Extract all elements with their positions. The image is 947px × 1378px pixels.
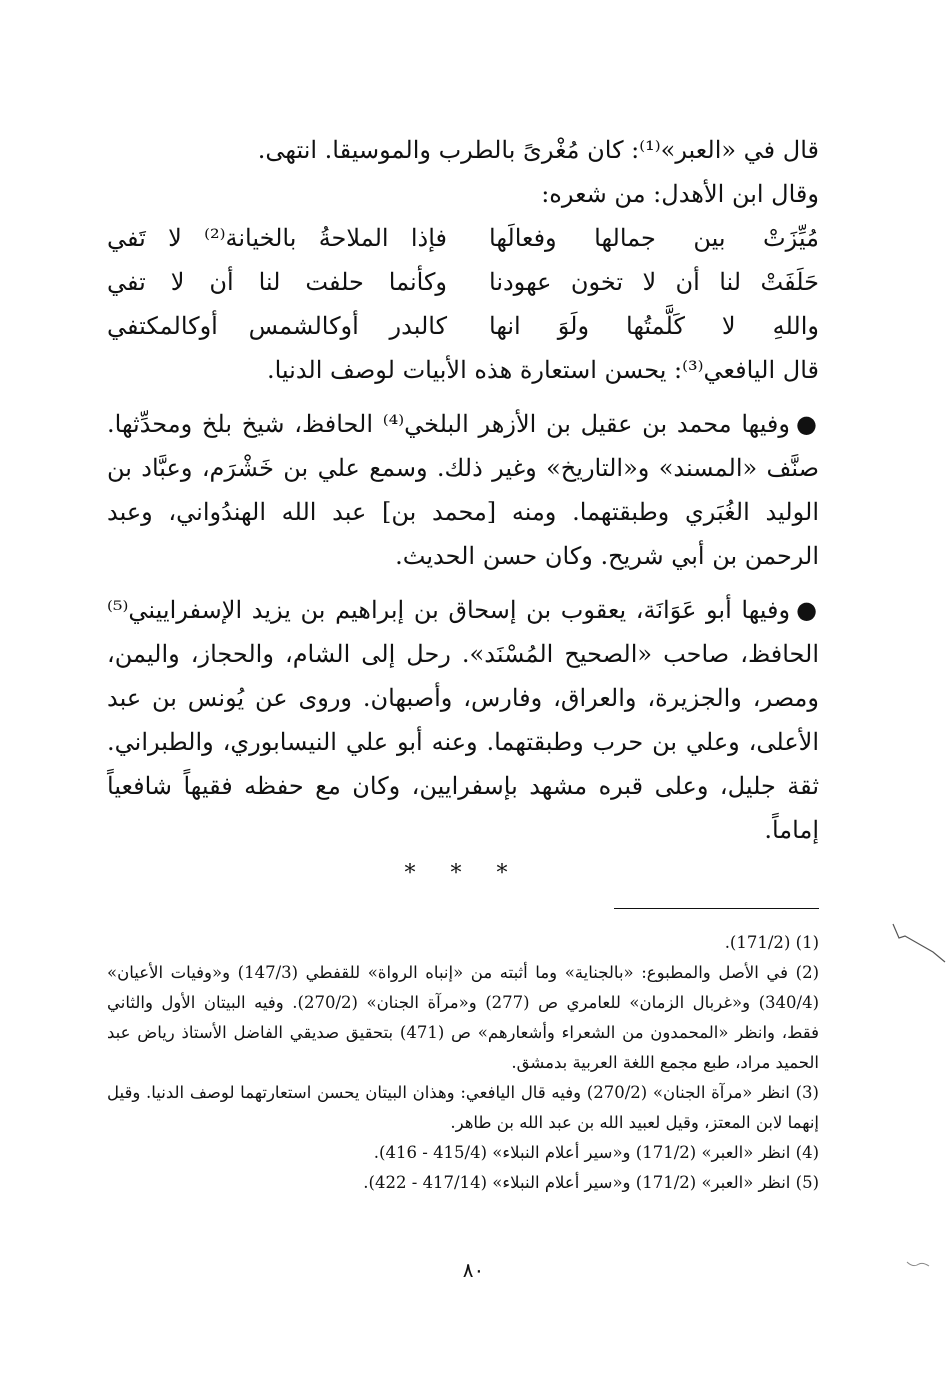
footnote-4 — [107, 1138, 819, 1168]
paragraph-1-text: وفيها محمد بن عقيل بن الأزهر البلخي⁽⁴⁾ الحافظ، شيخ بلخ ومحدِّثها. صنَّف «المسند» و«التاريخ» وغير ذلك. وسمع علي بن خَشْرَم، وعبَّاد بن الوليد الغُبَري وطبقتهما. ومنه [محمد بن] عبد الله الهندُواني، وعبد الرحمن بن أبي شريح. وكان حسن الحديث. — [107, 410, 819, 570]
scan-speck-icon — [905, 1258, 931, 1270]
verse-1-second-hemistich: فإذا الملاحةُ بالخيانة⁽²⁾ لا تَفي — [107, 224, 447, 252]
yafii-line: قال اليافعي⁽³⁾: يحسن استعارة هذه الأبيات لوصف الدنيا. — [266, 356, 819, 384]
footnote-number: (5) — [795, 1173, 819, 1192]
footnote-number: (1) — [795, 933, 819, 952]
verse-1-first-hemistich: مُيِّزَتْ بين جمالها وفعالَها — [489, 224, 819, 252]
bullet-icon: ● — [796, 596, 819, 624]
pen-mark-icon — [889, 918, 947, 968]
footnote-number: (2) — [795, 963, 819, 982]
bullet-icon: ● — [796, 410, 819, 438]
section-divider-stars: * * * — [404, 861, 522, 886]
verse-3 — [107, 304, 819, 348]
verse-2-second-hemistich: وكأنما حلفت لنا أن لا تفي — [107, 268, 447, 296]
footnote-text: في الأصل والمطبوع: «بالجناية» وما أثبته من «إنباه الرواة» للقفطي (147/3) و«وفيات الأعيان» (340/4) و«غربال الزمان» للعامري ص (277) و«مرآة الجنان» (270/2). وفيه البيتان الأول والثاني فقط، وانظر «المحمدون من الشعراء وأشعارهم» ص (471) بتحقيق صديقي الفاضل الأستاذ رياض عبد الحميد مراد، طبع مجمع اللغة العربية بدمشق. — [107, 963, 820, 1072]
footnote-5 — [107, 1168, 819, 1198]
footnote-text: (171/2). — [724, 933, 791, 952]
footnote-3 — [107, 1078, 819, 1138]
footnote-number: (3) — [795, 1083, 819, 1102]
footnotes — [107, 928, 819, 1198]
footnote-text: انظر «العبر» (171/2) و«سير أعلام النبلاء» (415/4 - 416). — [373, 1143, 791, 1162]
footnote-1 — [107, 928, 819, 958]
verse-2 — [107, 260, 819, 304]
footnote-number: (4) — [795, 1143, 819, 1162]
footnote-text: انظر «مرآة الجنان» (270/2) وفيه قال اليافعي: وهذان البيتان يحسن استعارتهما لوصف الدنيا. وقيل إنهما لابن المعتز، وقيل لعبيد الله بن عبد الله بن طاهر. — [107, 1083, 819, 1132]
page-number: ٨٠ — [462, 1258, 485, 1282]
text-line-2: وقال ابن الأهدل: من شعره: — [541, 180, 819, 208]
main-text — [107, 128, 819, 890]
paragraph-2-text: وفيها أبو عَوَانَة، يعقوب بن إسحاق بن إبراهيم بن يزيد الإسفراييني⁽⁵⁾ الحافظ، صاحب «الصحيح المُسْنَد». رحل إلى الشام، والحجاز، واليمن، ومصر، والجزيرة، والعراق، وفارس، وأصبهان. وروى عن يُونس بن عبد الأعلى، وعلي بن حرب وطبقتهما. وعنه أبو علي النيسابوري، والطبراني. ثقة جليل، وعلى قبره مشهد بإسفرايين، وكان مع حفظه فقيهاً شافعياً إماماً. — [107, 596, 819, 844]
footnote-text: انظر «العبر» (171/2) و«سير أعلام النبلاء» (417/14 - 422). — [363, 1173, 791, 1192]
verse-3-second-hemistich: كالبدر أوكالشمس أوكالمكتفي — [107, 312, 447, 340]
footnote-separator — [614, 908, 819, 909]
text-line-1: قال في «العبر»⁽¹⁾: كان مُغْرىً بالطرب والموسيقا. انتهى. — [257, 136, 819, 164]
verse-3-first-hemistich: واللهِ لا كَلَّمتُها ولَوَ انها — [489, 312, 819, 340]
paragraph-abu-awana — [107, 588, 819, 852]
verse-1 — [107, 216, 819, 260]
verse-2-first-hemistich: حَلَفَتْ لنا أن لا تخون عهودنا — [489, 268, 819, 296]
footnote-2 — [107, 958, 819, 1078]
paragraph-muhammad-ibn-aqil — [107, 402, 819, 578]
